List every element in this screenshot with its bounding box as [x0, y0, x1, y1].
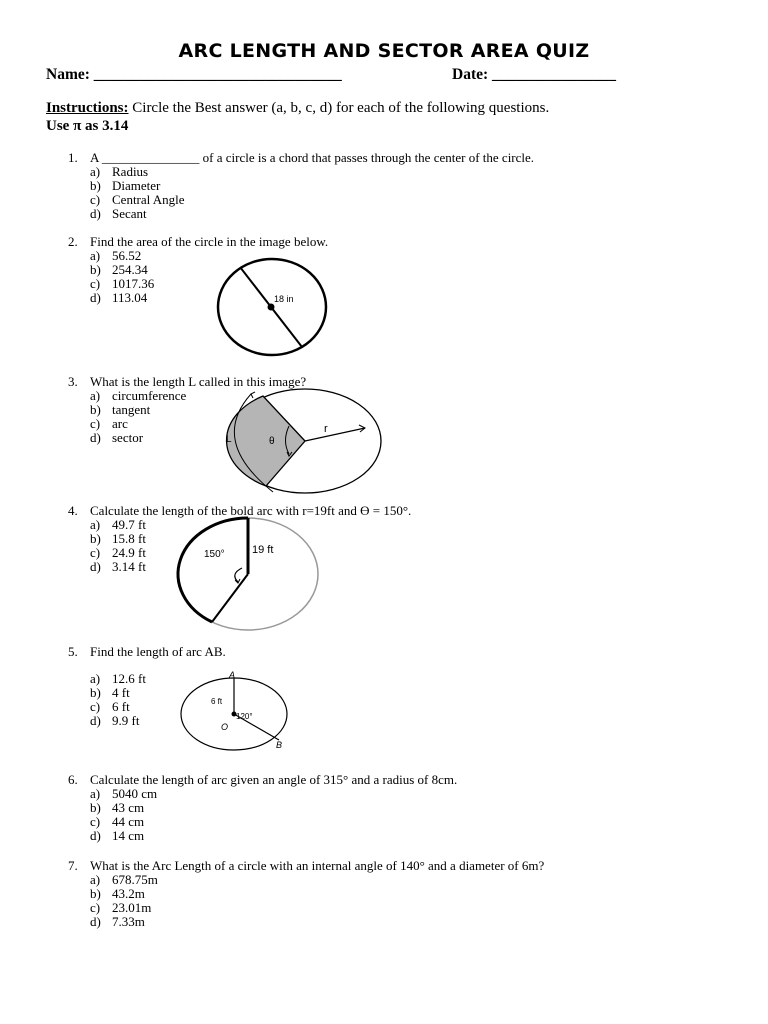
question-number: 7.	[68, 858, 78, 873]
question-6	[68, 772, 458, 787]
use-pi-note: Use π as 3.14	[46, 118, 129, 134]
option-d[interactable]: d) Secant	[90, 206, 147, 221]
option-a[interactable]: a) circumference	[90, 388, 187, 403]
date-blank[interactable]: ________________	[492, 66, 617, 83]
q4-arc-figure	[172, 516, 324, 636]
question-6-options	[90, 787, 157, 843]
option-b[interactable]: b) Diameter	[90, 178, 161, 193]
quiz-title: ARC LENGTH AND SECTOR AREA QUIZ	[178, 40, 590, 62]
question-number: 2.	[68, 234, 78, 249]
question-5	[68, 644, 226, 659]
option-c[interactable]: c) 23.01m	[90, 900, 152, 915]
question-text: A _______________ of a circle is a chord that passes through the center of the circle.	[90, 150, 535, 165]
q5-angle-label: 120°	[236, 712, 253, 721]
option-d[interactable]: d) 7.33m	[90, 914, 145, 929]
q5-label-B: B	[276, 740, 283, 750]
option-d[interactable]: d) sector	[90, 430, 144, 445]
option-c[interactable]: c) Central Angle	[90, 192, 185, 207]
question-4-options	[90, 518, 146, 574]
option-a[interactable]: a) 12.6 ft	[90, 671, 146, 686]
question-text: Find the area of the circle in the image below.	[90, 234, 329, 249]
q2-center-dot	[268, 304, 275, 311]
question-1	[68, 150, 535, 165]
question-2	[68, 234, 329, 249]
option-c[interactable]: c) arc	[90, 416, 128, 431]
question-text: What is the length L called in this image?	[90, 374, 307, 389]
instructions-text: Circle the Best answer (a, b, c, d) for each of the following questions.	[132, 100, 550, 116]
question-7-options	[90, 873, 158, 929]
q2-circle-figure	[210, 255, 335, 365]
q5-label-O: O	[221, 722, 229, 732]
q5-arc-figure	[178, 668, 298, 758]
q5-radius-label: 6 ft	[211, 697, 223, 706]
question-number: 4.	[68, 503, 78, 518]
q4-angle-arc	[235, 568, 242, 582]
q4-radius-label: 19 ft	[252, 544, 274, 556]
option-c[interactable]: c) 1017.36	[90, 276, 155, 291]
question-text: What is the Arc Length of a circle with an internal angle of 140° and a diameter of 6m?	[90, 858, 545, 873]
name-label: Name:	[46, 66, 90, 83]
option-b[interactable]: b) 4 ft	[90, 685, 130, 700]
option-d[interactable]: d) 113.04	[90, 290, 148, 305]
question-3-options	[90, 389, 186, 445]
q3-sector	[227, 396, 305, 486]
option-b[interactable]: b) 43.2m	[90, 886, 145, 901]
q3-sector-figure	[215, 384, 385, 494]
option-b[interactable]: b) 254.34	[90, 262, 148, 277]
option-c[interactable]: c) 6 ft	[90, 699, 130, 714]
name-row	[46, 66, 342, 84]
q3-label-r: r	[324, 423, 328, 435]
question-number: 5.	[68, 644, 78, 659]
q5-label-A: A	[229, 670, 236, 680]
question-5-options	[90, 672, 146, 728]
instructions-label: Instructions:	[46, 100, 129, 116]
instructions	[46, 100, 549, 117]
option-a[interactable]: a) Radius	[90, 164, 149, 179]
name-blank[interactable]: ________________________________	[93, 66, 342, 83]
option-a[interactable]: a) 5040 cm	[90, 786, 158, 801]
option-c[interactable]: c) 24.9 ft	[90, 545, 146, 560]
question-text: Calculate the length of arc given an angle of 315° and a radius of 8cm.	[90, 772, 458, 787]
option-c[interactable]: c) 44 cm	[90, 814, 145, 829]
q2-diameter-label: 18 in	[274, 294, 294, 304]
option-a[interactable]: a) 678.75m	[90, 872, 158, 887]
option-d[interactable]: d) 14 cm	[90, 828, 145, 843]
question-1-options	[90, 165, 185, 221]
option-b[interactable]: b) 15.8 ft	[90, 531, 146, 546]
option-d[interactable]: d) 3.14 ft	[90, 559, 146, 574]
question-text: Calculate the length of the bold arc with r=19ft and Ɵ = 150°.	[90, 503, 412, 518]
question-number: 6.	[68, 772, 78, 787]
option-d[interactable]: d) 9.9 ft	[90, 713, 140, 728]
date-row	[452, 66, 616, 84]
option-b[interactable]: b) 43 cm	[90, 800, 145, 815]
question-text: Find the length of arc AB.	[90, 644, 226, 659]
option-b[interactable]: b) tangent	[90, 402, 151, 417]
q4-bold-arc	[178, 518, 248, 622]
question-number: 3.	[68, 374, 78, 389]
option-a[interactable]: a) 49.7 ft	[90, 517, 146, 532]
q3-radius	[305, 428, 365, 441]
q4-angle-label: 150°	[204, 549, 225, 560]
q4-radius-lower	[212, 574, 248, 622]
q3-label-theta: θ	[269, 436, 275, 447]
option-a[interactable]: a) 56.52	[90, 248, 142, 263]
q3-label-L: L	[226, 434, 232, 445]
date-label: Date:	[452, 66, 489, 83]
question-number: 1.	[68, 150, 78, 165]
question-7	[68, 858, 545, 873]
question-2-options	[90, 249, 154, 305]
